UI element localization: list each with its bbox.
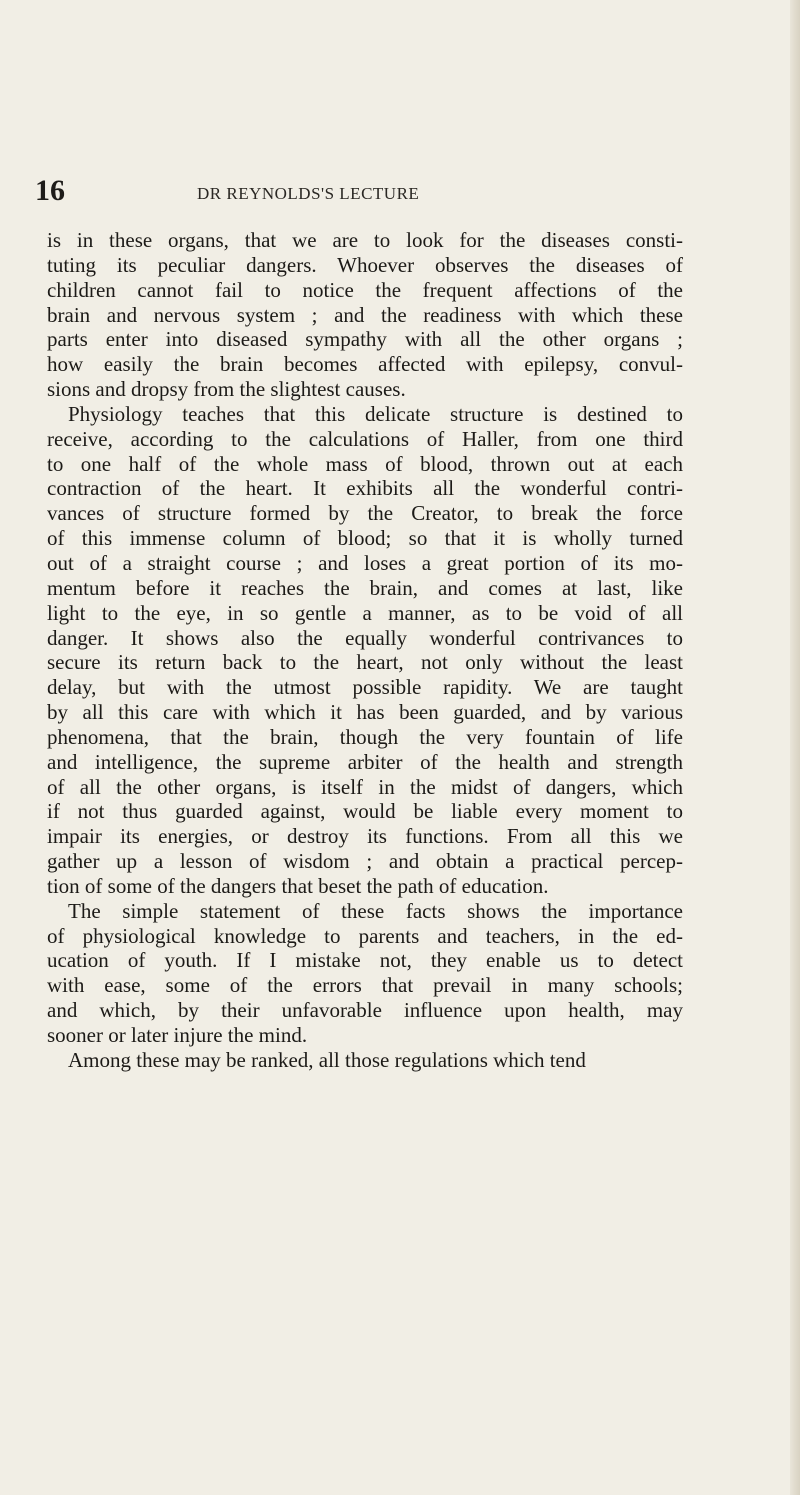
text-line: and which, by their unfavorable influence upon health, may <box>47 998 683 1023</box>
text-line: with ease, some of the errors that prevail in many schools; <box>47 973 683 998</box>
text-line: danger. It shows also the equally wonderful contrivances to <box>47 625 683 650</box>
text-line: children cannot fail to notice the frequent affections of the <box>47 277 683 302</box>
text-line: parts enter into diseased sympathy with all the other organs ; <box>47 327 683 352</box>
text-line: phenomena, that the brain, though the very fountain of life <box>47 724 683 749</box>
text-line: receive, according to the calculations of Haller, from one third <box>47 426 683 451</box>
page-number: 16 <box>35 174 65 207</box>
text-line: impair its energies, or destroy its functions. From all this we <box>47 824 683 849</box>
text-line: light to the eye, in so gentle a manner, as to be void of all <box>47 600 683 625</box>
text-line: Among these may be ranked, all those regulations which tend <box>68 1047 586 1072</box>
text-line: of physiological knowledge to parents and teachers, in the ed- <box>47 923 683 948</box>
text-line: ucation of youth. If I mistake not, they enable us to detect <box>47 948 683 973</box>
text-line: delay, but with the utmost possible rapidity. We are taught <box>47 675 683 700</box>
text-line: sooner or later injure the mind. <box>47 1023 308 1047</box>
body-text <box>47 228 683 1073</box>
text-line: gather up a lesson of wisdom ; and obtain a practical percep- <box>47 849 683 874</box>
text-line: if not thus guarded against, would be liable every moment to <box>47 799 683 824</box>
text-line: secure its return back to the heart, not only without the least <box>47 650 683 675</box>
text-line: mentum before it reaches the brain, and comes at last, like <box>47 575 683 600</box>
text-line: contraction of the heart. It exhibits all the wonderful contri- <box>47 476 683 501</box>
text-line: tion of some of the dangers that beset the path of education. <box>47 873 549 898</box>
text-line: Physiology teaches that this delicate structure is destined to <box>68 401 683 426</box>
text-line: of this immense column of blood; so that it is wholly turned <box>47 526 683 551</box>
text-line: vances of structure formed by the Creator, to break the force <box>47 501 683 526</box>
text-line: by all this care with which it has been guarded, and by various <box>47 700 683 725</box>
text-line: is in these organs, that we are to look for the diseases consti- <box>47 228 683 252</box>
text-line: and intelligence, the supreme arbiter of the health and strength <box>47 749 683 774</box>
text-line: to one half of the whole mass of blood, thrown out at each <box>47 451 683 476</box>
text-line: The simple statement of these facts shows the importance <box>68 898 683 923</box>
running-head: DR REYNOLDS'S LECTURE <box>197 184 420 203</box>
page-header <box>35 174 695 208</box>
text-line: tuting its peculiar dangers. Whoever observes the diseases of <box>47 252 683 277</box>
text-line: how easily the brain becomes affected with epilepsy, convul- <box>47 352 683 377</box>
text-line: of all the other organs, is itself in the midst of dangers, which <box>47 774 683 799</box>
page-edge <box>790 0 800 1495</box>
text-line: out of a straight course ; and loses a great portion of its mo- <box>47 550 683 575</box>
text-line: sions and dropsy from the slightest causes. <box>47 377 406 402</box>
text-line: brain and nervous system ; and the readiness with which these <box>47 302 683 327</box>
